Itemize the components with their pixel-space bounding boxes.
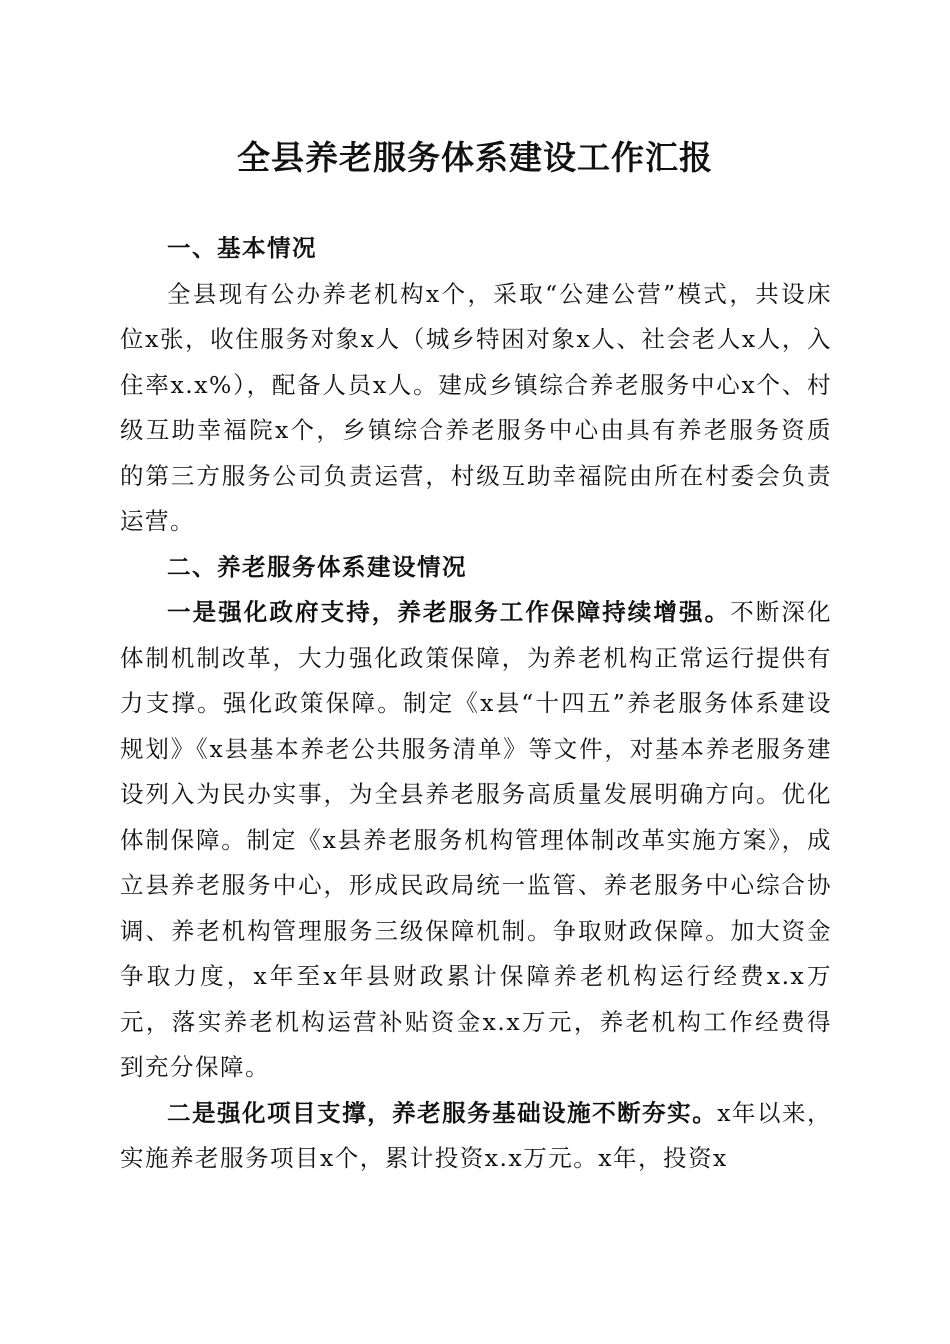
paragraph-lead-government-support: 一是强化政府支持，养老服务工作保障持续增强。 [167, 598, 731, 626]
paragraph-text-project-support: x年以来，实施养老服务项目x个，累计投资x.x万元。x年，投资x [120, 1098, 832, 1172]
document-body [120, 226, 832, 1182]
paragraph-text-government-support: 不断深化体制机制改革，大力强化政策保障，为养老机构正常运行提供有力支撑。强化政策保障。制定《x县“十四五”养老服务体系建设规划》《x县基本养老公共服务清单》等文件，对基本养老服务建设列入为民办实事，为全县养老服务高质量发展明确方向。优化体制保障。制定《x县养老服务机构管理体制改革实施方案》，成立县养老服务中心，形成民政局统一监管、养老服务中心综合协调、养老机构管理服务三级保障机制。争取财政保障。加大资金争取力度，x年至x年县财政累计保障养老机构运行经费x.x万元，落实养老机构运营补贴资金x.x万元，养老机构工作经费得到充分保障。 [120, 598, 833, 1081]
paragraph-project-support [120, 1091, 832, 1182]
paragraph-lead-project-support: 二是强化项目支撑，养老服务基础设施不断夯实。 [167, 1098, 718, 1127]
section-heading-system-construction: 二、养老服务体系建设情况 [167, 552, 467, 581]
paragraph-basic-situation: 全县现有公办养老机构x个，采取“公建公营”模式，共设床位x张，收住服务对象x人（城乡特困对象x人、社会老人x人，入住率x.x%），配备人员x人。建成乡镇综合养老服务中心x个、村级互助幸福院x个，乡镇综合养老服务中心由具有养老服务资质的第三方服务公司负责运营，村级互助幸福院由所在村委会负责运营。 [120, 279, 832, 535]
section-heading-basic-situation: 一、基本情况 [167, 234, 317, 262]
paragraph-government-support [120, 590, 832, 1091]
document-title: 全县养老服务体系建设工作汇报 [237, 138, 713, 177]
